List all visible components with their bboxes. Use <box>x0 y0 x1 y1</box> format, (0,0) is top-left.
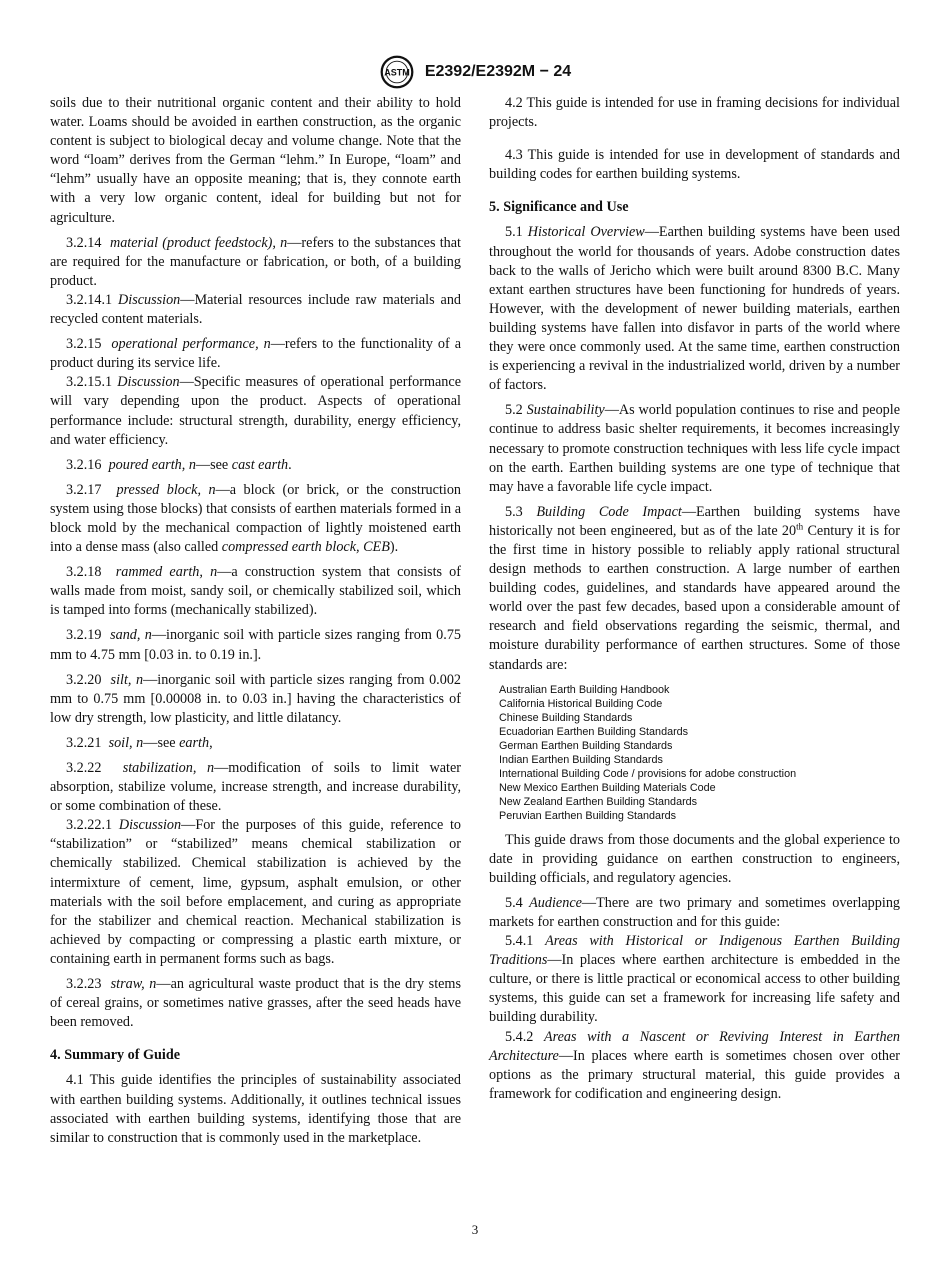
right-column <box>489 94 900 1104</box>
definition-3-2-15: 3.2.15 operational performance, n—refers to the functionality of a product during its service life. <box>50 336 461 372</box>
definition-3-2-20: 3.2.20 silt, n—inorganic soil with particle sizes ranging from 0.002 mm to 0.75 mm [0.00008 in. to 0.03 in.] having the characteristics of low dry strength, low plasticity, and little dilatancy. <box>50 671 462 726</box>
definition-3-2-18: 3.2.18 rammed earth, n—a construction system that consists of walls made from moist, sandy soil, or chemically stabilized soil, which is tamped into forms (mechanically stabilized). <box>50 564 462 619</box>
list-item: Australian Earth Building Handbook <box>499 683 670 696</box>
discussion-3-2-14-1: 3.2.14.1 Discussion—Material resources include raw materials and recycled content materials. <box>50 291 462 328</box>
list-item: Ecuadorian Earthen Building Standards <box>499 725 689 738</box>
discussion-3-2-15-1: 3.2.15.1 Discussion—Specific measures of operational performance will vary depending upon the product. Aspects of operational performance include: structural strength, durability, energy efficiency, and water efficiency. <box>50 374 461 448</box>
definition-3-2-19: 3.2.19 sand, n—inorganic soil with particle sizes ranging from 0.75 mm to 4.75 mm [0.03 in. to 0.19 in.]. <box>50 627 462 663</box>
list-item: German Earthen Building Standards <box>499 739 673 752</box>
section-heading-4: 4. Summary of Guide <box>50 1047 181 1064</box>
discussion-3-2-22-1: 3.2.22.1 Discussion—For the purposes of this guide, reference to “stabilization” or “stabilized” means chemical stabilization or chemically stabilized. Chemical stabilization is achieved by the intermixture of cement, lime, gypsum, asphalt emulsion, or other materials with the soil before emplacement, and curing as appropriate for the stabilizer and chemical reaction. Mechanical stabilization is achieved by compacting or compressing a plastic earth mixture, or containing earth in permanent forms such as bags. <box>50 817 462 967</box>
paragraph: soils due to their nutritional organic content and their ability to hold water. Loams should be avoided in earthen construction, as the organic content is subject to biological decay and volume change. Note that the word “loam” derives from the German “lehm.” In Europe, “loam” and “lehm” usually have an opposite meaning; that is, they connote earth with a very low organic content, ideal for building but not for agriculture. <box>50 95 461 226</box>
section-heading-5: 5. Significance and Use <box>489 199 629 216</box>
document-designation: E2392/E2392M − 24 <box>424 63 572 80</box>
page-number: 3 <box>471 1222 479 1237</box>
paragraph-4-1: 4.1 This guide identifies the principles of sustainability associated with earthen building systems. Additionally, it outlines technical issues associated with earthen building systems, identifying those that are similar to construction that is commonly used in the marketplace. <box>50 1072 461 1146</box>
definition-3-2-23: 3.2.23 straw, n—an agricultural waste product that is the dry stems of cereal grains, or sometimes native grasses, after the seed heads have been removed. <box>50 976 461 1031</box>
paragraph-5-4-2: 5.4.2 Areas with a Nascent or Reviving Interest in Earthen Architecture—In places where earth is sometimes chosen over other options as the primary structural material, this guide provides a framework for codification and engineering design. <box>489 1028 900 1102</box>
list-item: Chinese Building Standards <box>499 711 633 724</box>
list-item: New Mexico Earthen Building Materials Code <box>499 781 716 794</box>
standards-list <box>499 683 900 823</box>
paragraph-5-4-1: 5.4.1 Areas with Historical or Indigenous Earthen Building Traditions—In places where earthen architecture is embedded in the culture, or there is little practical or economical access to other building systems, this guide can set a framework for increasing life safety and building durability. <box>489 933 901 1026</box>
paragraph-5-2: 5.2 Sustainability—As world population continues to rise and people continue to address basic shelter requirements, it becomes increasingly necessary to promote construction techniques with less life cycle impact on the earth. Earthen building systems are one type of technique that may have a favorable life cycle impact. <box>489 402 901 495</box>
definition-3-2-21: 3.2.21 soil, n—see earth, <box>66 734 213 751</box>
paragraph-4-3: 4.3 This guide is intended for use in development of standards and building codes for earthen building systems. <box>489 147 900 183</box>
definition-3-2-17: 3.2.17 pressed block, n—a block (or brick, or the construction system using those blocks) that consists of earthen materials formed in a block mold by the mechanical compaction of lightly moistened earth into a dense mass (also called compressed earth block, CEB). <box>50 481 462 556</box>
definition-3-2-22: 3.2.22 stabilization, n—modification of soils to limit water absorption, stabilize volume, increase strength, and increase durability, or some combination of these. <box>50 760 462 815</box>
definition-3-2-16: 3.2.16 poured earth, n—see cast earth. <box>66 456 292 473</box>
list-item: California Historical Building Code <box>499 697 663 710</box>
list-item: New Zealand Earthen Building Standards <box>499 795 698 808</box>
paragraph-4-2: 4.2 This guide is intended for use in framing decisions for individual projects. <box>489 95 900 131</box>
list-item: Indian Earthen Building Standards <box>499 753 663 766</box>
list-item: International Building Code / provisions for adobe construction <box>499 767 797 780</box>
svg-text:ASTM: ASTM <box>384 67 410 78</box>
paragraph-5-3: 5.3 Building Code Impact—Earthen building systems have historically not been engineered, but as of the late 20th Century it is for the first time in history possible to reliably apply rational structural design methods to earthen construction. A large number of earthen building codes, guidelines, and standards have appeared around the world over the past few decades, based upon a considerable amount of research and field observations regarding the seismic, thermal, and moisture durability performance of earthen structures. Some of those standards are: <box>489 503 901 673</box>
page-header <box>0 54 950 90</box>
definition-3-2-14: 3.2.14 material (product feedstock), n—refers to the substances that are required for the manufacture or fabrication, or both, of a building product. <box>50 234 461 289</box>
astm-logo-icon <box>379 54 415 90</box>
left-column <box>50 94 461 1148</box>
paragraph-5-3-continued: This guide draws from those documents and the global experience to date in providing guidance on earthen construction to engineers, building officials, and regulatory agencies. <box>489 831 900 886</box>
paragraph-5-1: 5.1 Historical Overview—Earthen building systems have been used throughout the world for thousands of years. Adobe construction dates back to the walls of Jericho which were built around 8300 B.C. Many extant earthen structures have been functioning for hundreds of years. However, with the development of newer building materials, earthen building systems have fallen into disfavor in parts of the world where they were once commonly used. At the same time, earthen construction is experiencing a revival in the industrialized world, driven by a number of factors. <box>489 224 900 394</box>
list-item: Peruvian Earthen Building Standards <box>499 809 677 822</box>
paragraph-5-4: 5.4 Audience—There are two primary and sometimes overlapping markets for earthen construction and for this guide: <box>489 894 901 930</box>
